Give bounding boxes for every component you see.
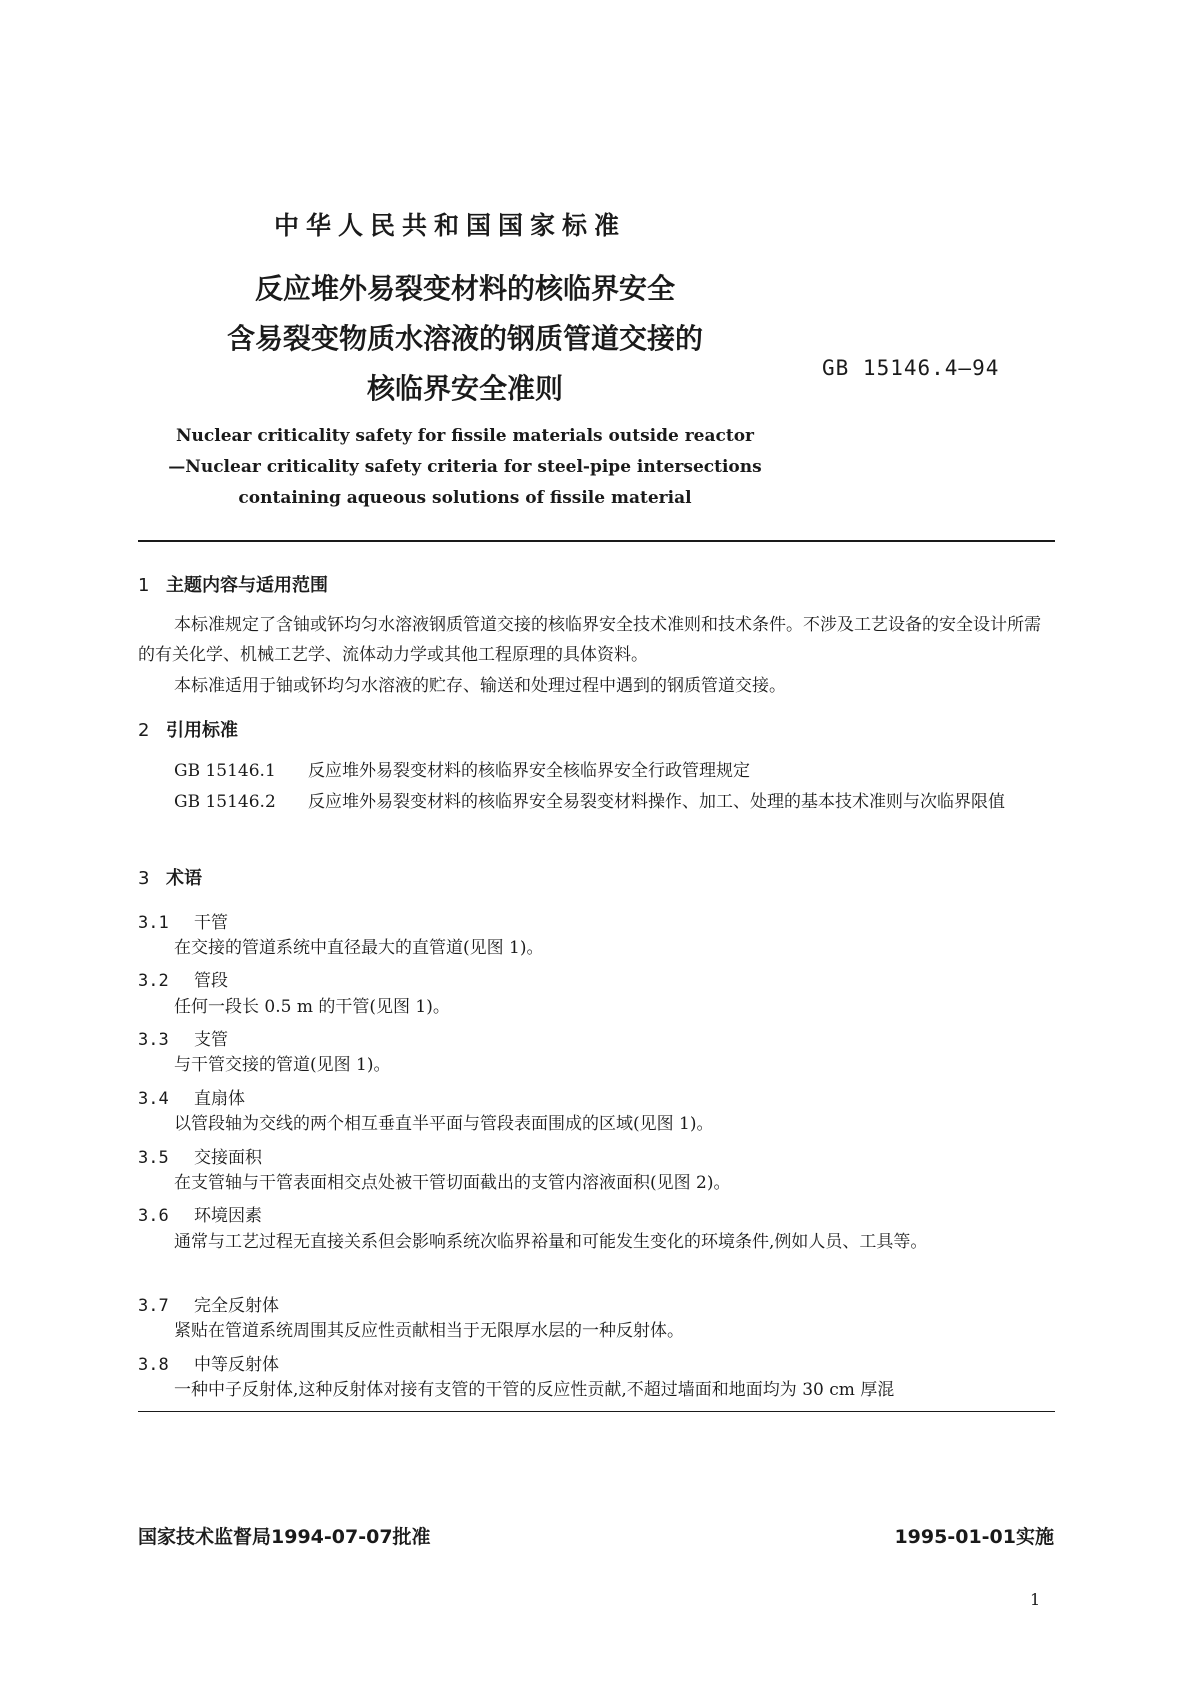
term-heading [138,908,228,933]
term-number: 3.4 [138,1089,169,1109]
term-heading [138,1291,279,1316]
section-2-number: 2 [138,720,150,741]
term-name: 完全反射体 [194,1296,279,1316]
term-number: 3.6 [138,1206,169,1226]
title-en-line-2: —Nuclear criticality safety criteria for steel-pipe intersections [168,457,762,477]
section-3-heading [138,864,202,890]
term-number: 3.3 [138,1030,169,1050]
term-name: 直扇体 [194,1089,245,1109]
term-heading [138,1025,228,1050]
term-name: 交接面积 [194,1148,262,1168]
term-definition: 在交接的管道系统中直径最大的直管道(见图 1)。 [174,938,544,958]
term-number: 3.5 [138,1148,169,1168]
title-en-line-3: containing aqueous solutions of fissile material [238,488,692,508]
title-zh-line-2: 含易裂变物质水溶液的钢质管道交接的 [226,322,703,355]
term-definition: 在支管轴与干管表面相交点处被干管切面截出的支管内溶液面积(见图 2)。 [174,1173,731,1193]
term-definition: 以管段轴为交线的两个相互垂直半平面与管段表面围成的区域(见图 1)。 [174,1114,714,1134]
header-divider [138,540,1055,542]
term-name: 支管 [194,1030,228,1050]
term-name: 管段 [194,971,228,991]
section-2-title: 引用标准 [166,720,238,741]
term-heading [138,1084,245,1109]
section-3-number: 3 [138,868,150,889]
footer-divider [138,1411,1055,1412]
term-heading [138,966,228,991]
reference-text: 反应堆外易裂变材料的核临界安全易裂变材料操作、加工、处理的基本技术准则与次临界限值 [308,792,1005,812]
term-number: 3.1 [138,913,169,933]
term-definition: 通常与工艺过程无直接关系但会影响系统次临界裕量和可能发生变化的环境条件,例如人员、工具等。 [174,1232,928,1252]
term-heading [138,1201,262,1226]
section-1-paragraph-2: 本标准适用于铀或钚均匀水溶液的贮存、输送和处理过程中遇到的钢质管道交接。 [174,676,786,696]
term-definition: 紧贴在管道系统周围其反应性贡献相当于无限厚水层的一种反射体。 [174,1321,684,1341]
effective-date: 1995-01-01实施 [894,1526,1054,1548]
section-2-heading [138,716,238,742]
title-zh-line-1: 反应堆外易裂变材料的核临界安全 [254,272,675,305]
term-definition: 一种中子反射体,这种反射体对接有支管的干管的反应性贡献,不超过墙面和地面均为 30 cm 厚混 [174,1380,895,1400]
term-name: 环境因素 [194,1206,262,1226]
title-zh-line-3: 核临界安全准则 [366,372,563,405]
page-number: 1 [1030,1590,1041,1609]
reference-item [174,756,1054,786]
reference-code: GB 15146.1 [174,761,276,781]
term-definition: 任何一段长 0.5 m 的干管(见图 1)。 [174,997,450,1017]
section-3-title: 术语 [166,868,202,889]
term-number: 3.8 [138,1355,169,1375]
term-heading [138,1350,279,1375]
term-number: 3.7 [138,1296,169,1316]
reference-item [174,787,1054,817]
national-standard-header: 中华人民共和国国家标准 [273,211,626,240]
section-1-heading [138,571,328,597]
term-definition: 与干管交接的管道(见图 1)。 [174,1055,391,1075]
term-name: 中等反射体 [194,1355,279,1375]
reference-code: GB 15146.2 [174,792,276,812]
term-heading [138,1143,262,1168]
section-1-title: 主题内容与适用范围 [166,575,328,596]
section-1-number: 1 [138,575,150,596]
approval-date: 国家技术监督局1994-07-07批准 [138,1526,431,1548]
title-en-line-1: Nuclear criticality safety for fissile materials outside reactor [176,426,754,446]
term-name: 干管 [194,913,228,933]
standard-number: GB 15146.4—94 [822,356,1000,380]
reference-text: 反应堆外易裂变材料的核临界安全核临界安全行政管理规定 [308,761,750,781]
section-1-paragraph-1: 本标准规定了含铀或钚均匀水溶液钢质管道交接的核临界安全技术准则和技术条件。不涉及工艺设备的安全设计所需的有关化学、机械工艺学、流体动力学或其他工程原理的具体资料。 [138,615,1041,665]
term-number: 3.2 [138,971,169,991]
